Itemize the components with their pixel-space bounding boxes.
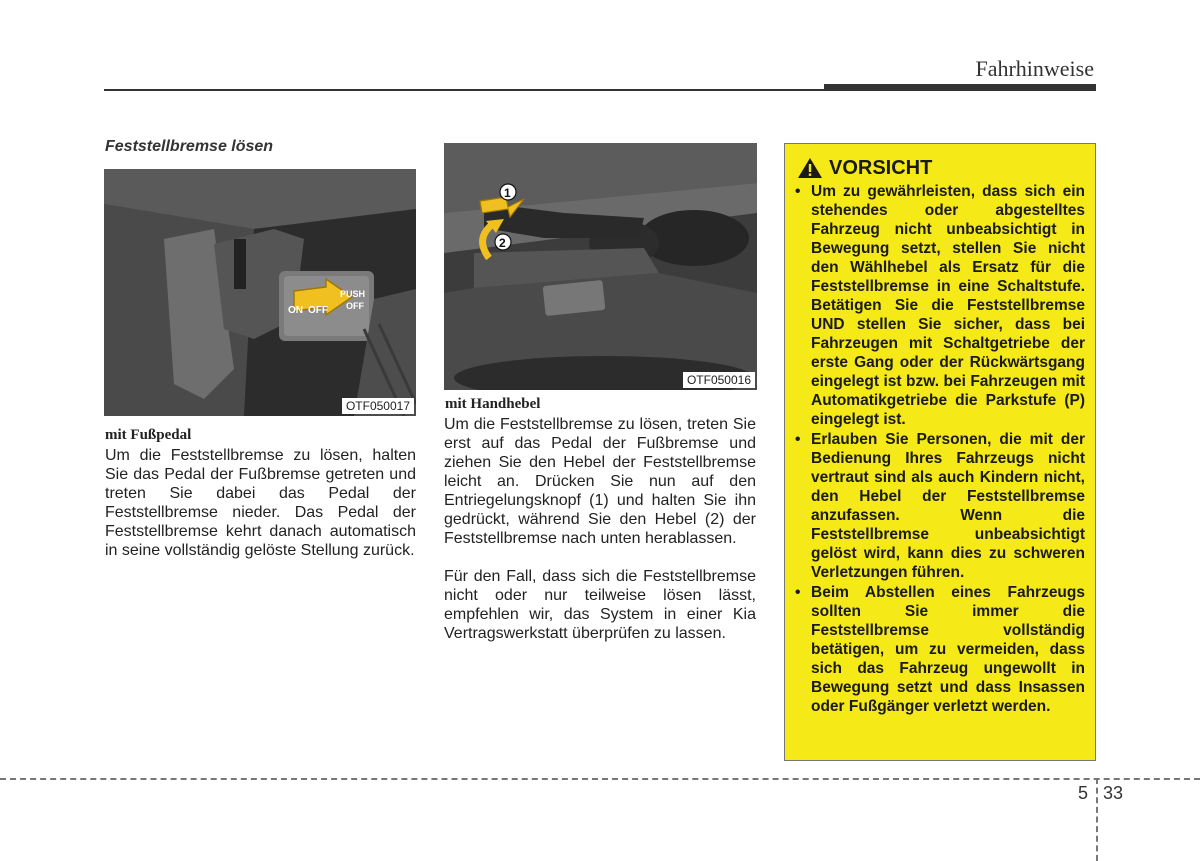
- pedal-label-push-off: OFF: [346, 301, 364, 311]
- caution-title: VORSICHT: [829, 156, 933, 179]
- pedal-label-on: ON: [288, 305, 303, 316]
- photo-code: OTF050016: [683, 372, 755, 388]
- bullet: •: [795, 431, 801, 448]
- foot-pedal-text: [105, 446, 416, 560]
- pedal-label-off: OFF: [308, 305, 328, 316]
- chapter-number: 5: [1078, 783, 1089, 803]
- callout-1: 1: [504, 186, 511, 200]
- foot-pedal-photo: [104, 169, 416, 416]
- hand-lever-paragraph: Für den Fall, dass sich die Feststellbremse nicht oder nur teilweise lösen lässt, empfehlen wir, das System in einer Kia Vertragswerkstatt überprüfen zu lassen.: [444, 568, 756, 642]
- section-title: Feststellbremse lösen: [105, 138, 274, 155]
- callout-2: 2: [499, 236, 506, 250]
- footer-divider-vertical: [1096, 778, 1098, 861]
- warning-triangle-icon: [797, 156, 823, 180]
- footer-divider: [0, 778, 1200, 780]
- caution-box: [784, 143, 1096, 761]
- caution-header: [797, 156, 932, 180]
- caution-item: • Erlauben Sie Personen, die mit der Bedienung Ihres Fahrzeugs nicht vertraut sind als auch Kindern nicht, den Hebel der Feststellbremse anzufassen. Wenn die Feststellbremse unbeabsichtigt gelöst wird, kann dies zu schweren Verletzungen führen.: [795, 431, 1085, 581]
- page-number: 33: [1103, 783, 1124, 803]
- header-rule-accent: [824, 84, 1096, 91]
- foot-pedal-subheading: mit Fußpedal: [105, 427, 192, 443]
- hand-lever-text: [444, 415, 756, 643]
- hand-lever-photo: [444, 143, 757, 390]
- photo-code: OTF050017: [342, 398, 414, 414]
- caution-item: • Beim Abstellen eines Fahrzeugs sollten Sie immer die Feststellbremse vollständig betätigen, um zu vermeiden, dass sich das Fahrzeug ungewollt in Bewegung setzt und dass Insassen oder Fußgänger verletzt werden.: [795, 584, 1085, 715]
- foot-pedal-paragraph: Um die Feststellbremse zu lösen, halten Sie das Pedal der Fußbremse getreten und treten Sie dabei das Pedal der Feststellbremse nieder. Das Pedal der Feststellbremse kehrt danach automatisch in seine vollständig gelöste Stellung zurück.: [105, 447, 416, 559]
- caution-item: • Um zu gewährleisten, dass sich ein stehendes oder abgestelltes Fahrzeug nicht unbeabsichtigt in Bewegung setzt, stellen Sie nicht den Wählhebel als Ersatz für die Feststellbremse in eine Schaltstufe. Betätigen Sie die Feststellbremse UND stellen Sie sicher, dass bei Fahrzeugen mit Schaltgetriebe der erste Gang oder der Rückwärtsgang eingelegt ist bzw. bei Fahrzeugen mit Automatikgetriebe die Parkstufe (P) eingelegt ist.: [795, 183, 1085, 428]
- pedal-label-push: PUSH: [340, 289, 366, 299]
- bullet: •: [795, 584, 801, 601]
- hand-lever-paragraph: Um die Feststellbremse zu lösen, treten Sie erst auf das Pedal der Fußbremse und ziehen Sie den Hebel der Feststellbremse leicht an. Drücken Sie nun auf den Entriegelungsknopf (1) und halten Sie ihn gedrückt, während Sie den Hebel (2) der Feststellbremse nach unten herablassen.: [444, 416, 756, 547]
- bullet: •: [795, 183, 801, 200]
- page-header-title: Fahrhinweise: [975, 56, 1094, 81]
- hand-lever-subheading: mit Handhebel: [445, 396, 541, 412]
- caution-list: [793, 182, 1085, 717]
- header-rule: [104, 89, 824, 91]
